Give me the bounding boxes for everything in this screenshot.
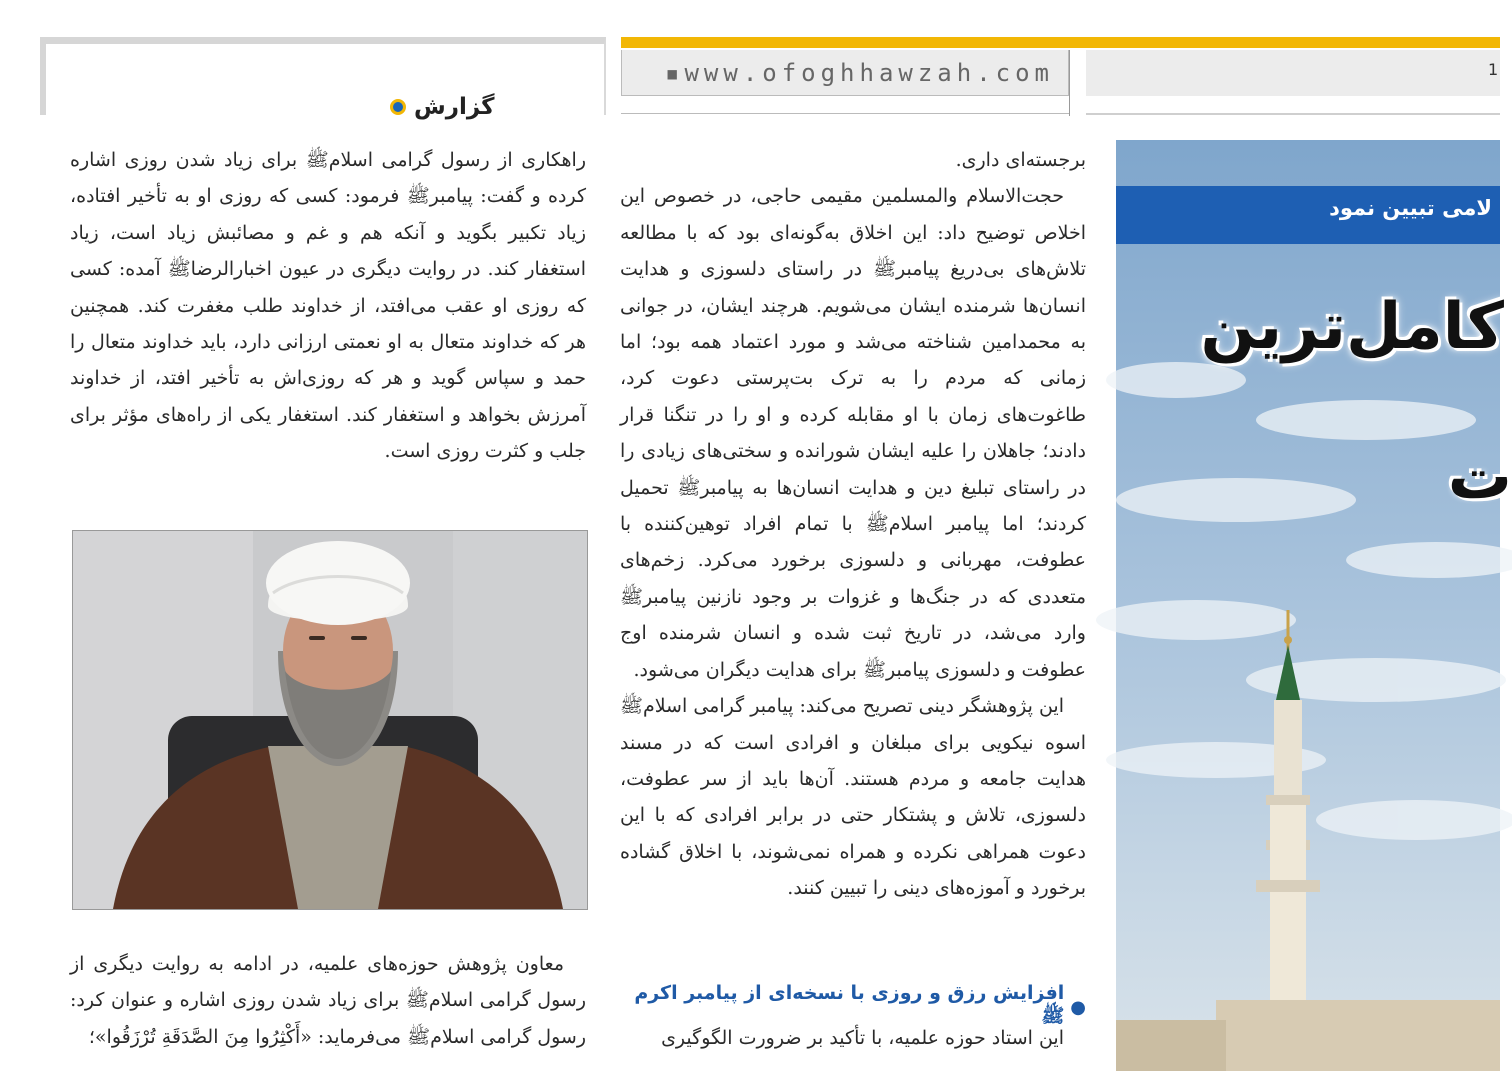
middle-column-continuation: [620, 1020, 1086, 1056]
middle-paragraph-3: این پژوهشگر دینی تصریح می‌کند: پیامبر گرامی اسلامﷺ اسوه نیکویی برای مبلغان و افرادی است که در مسند هدایت جامعه و مردم هستند. آن‌ها باید از سر عطوفت، دلسوزی، تلاش و پشتکار حتی در برابر افرادی که با این دعوت همراهی نکرده و همراه نمی‌شوند، با اخلاق گشاده برخورد و آموزه‌های دینی را تبیین کنند.: [620, 695, 1086, 900]
left-column-top-text: [70, 142, 586, 470]
subheading-text: افزایش رزق و روزی با نسخه‌ای از پیامبر اکرم ﷺ: [634, 982, 1065, 1027]
middle-column-text: [620, 142, 1086, 907]
middle-paragraph-4: این استاد حوزه علمیه، با تأکید بر ضرورت الگوگیری: [661, 1027, 1064, 1049]
middle-paragraph-2: حجت‌الاسلام والمسلمین مقیمی حاجی، در خصوص این اخلاص توضیح داد: این اخلاق به‌گونه‌ای بود که با مطالعه تلاش‌های بی‌دریغ پیامبرﷺ در راستای دلسوزی و هدایت انسان‌ها شرمنده ایشان می‌شویم. هرچند ایشان، در جوانی به محمدامین شناخته می‌شد و مورد اعتماد همه بود؛ اما زمانی که مردم را به ترک بت‌پرستی دعوت کرد، طاغوت‌های زمان با او مقابله کرده و او را در تنگنا قرار دادند؛ جاهلان را علیه ایشان شورانده و سختی‌های زیادی را در راستای تبلیغ دین و هدایت انسان‌ها به پیامبرﷺ تحمیل کردند؛ اما پیامبر اسلامﷺ با تمام افراد توهین‌کننده با عطوفت، مهربانی و دلسوزی برخورد می‌کرد. زخم‌های متعددی که در جنگ‌ها و غزوات بر وجود نازنین پیامبرﷺ وارد می‌شد، در تاریخ ثبت شده و انسان شرمنده اوج عطوفت و دلسوزی پیامبرﷺ برای هدایت دیگران می‌شود.: [620, 185, 1086, 681]
url-divider: [1069, 50, 1070, 116]
top-right-strip: [1086, 50, 1500, 96]
section-header: [390, 90, 496, 124]
cleric-portrait-illustration: [73, 531, 587, 909]
left-paragraph-2: معاون پژوهش حوزه‌های علمیه، در ادامه به روایت دیگری از رسول گرامی اسلامﷺ برای زیاد شدن روزی اشاره و عنوان کرد: رسول گرامی اسلامﷺ می‌فرماید: «أَكْثِرُوا مِنَ الصَّدَقَةِ تُرْزَقُوا»؛: [70, 953, 586, 1048]
website-url: ▪www.ofoghhawzah.com: [665, 58, 1054, 87]
bullet-dot-icon: [390, 99, 406, 115]
middle-paragraph-1: برجسته‌ای داری.: [955, 149, 1086, 171]
cover-image: [1116, 140, 1512, 1071]
cleric-photo: [72, 530, 588, 910]
url-box: [621, 50, 1069, 96]
left-paragraph-1: راهکاری از رسول گرامی اسلامﷺ برای زیاد شدن روزی اشاره کرده و گفت: پیامبرﷺ فرمود: کسی که روزی او به تأخیر افتاده، زیاد تکبیر بگوید و آنکه هم و غم و مصائبش زیاد است، زیاد استغفار کند. در روایت دیگری در عیون اخبارالرضاﷺ آمده: کسی که روزی او عقب می‌افتد، از خداوند طلب مغفرت کند. همچنین هر که خداوند متعال به او نعمتی ارزانی دارد، باید خداوند متعال را حمد و سپاس گوید و هر که روزی‌اش به تأخیر افتد، از خداوند آمرزش بخواهد و استغفار کند. استغفار یکی از راه‌های مؤثر برای جلب و کثرت روزی است.: [70, 149, 586, 463]
cover-headline-line2: ت: [1447, 440, 1512, 514]
url-underline: [621, 96, 1069, 114]
top-frame-left: [40, 37, 606, 115]
top-yellow-bar: [621, 37, 1500, 48]
top-right-rule: [1086, 113, 1500, 115]
page-marker: 1: [1488, 60, 1499, 79]
cover-banner-text: لامی تبیین نمود: [1329, 196, 1492, 220]
section-label: گزارش: [414, 94, 495, 120]
cover-headline-line1: کامل‌ترین: [1200, 290, 1504, 364]
left-column-bottom-text: [70, 946, 586, 1055]
bullet-icon: ●: [1070, 996, 1086, 1018]
cover-banner: [1116, 186, 1500, 244]
sky-minaret-illustration: [1116, 140, 1500, 1071]
